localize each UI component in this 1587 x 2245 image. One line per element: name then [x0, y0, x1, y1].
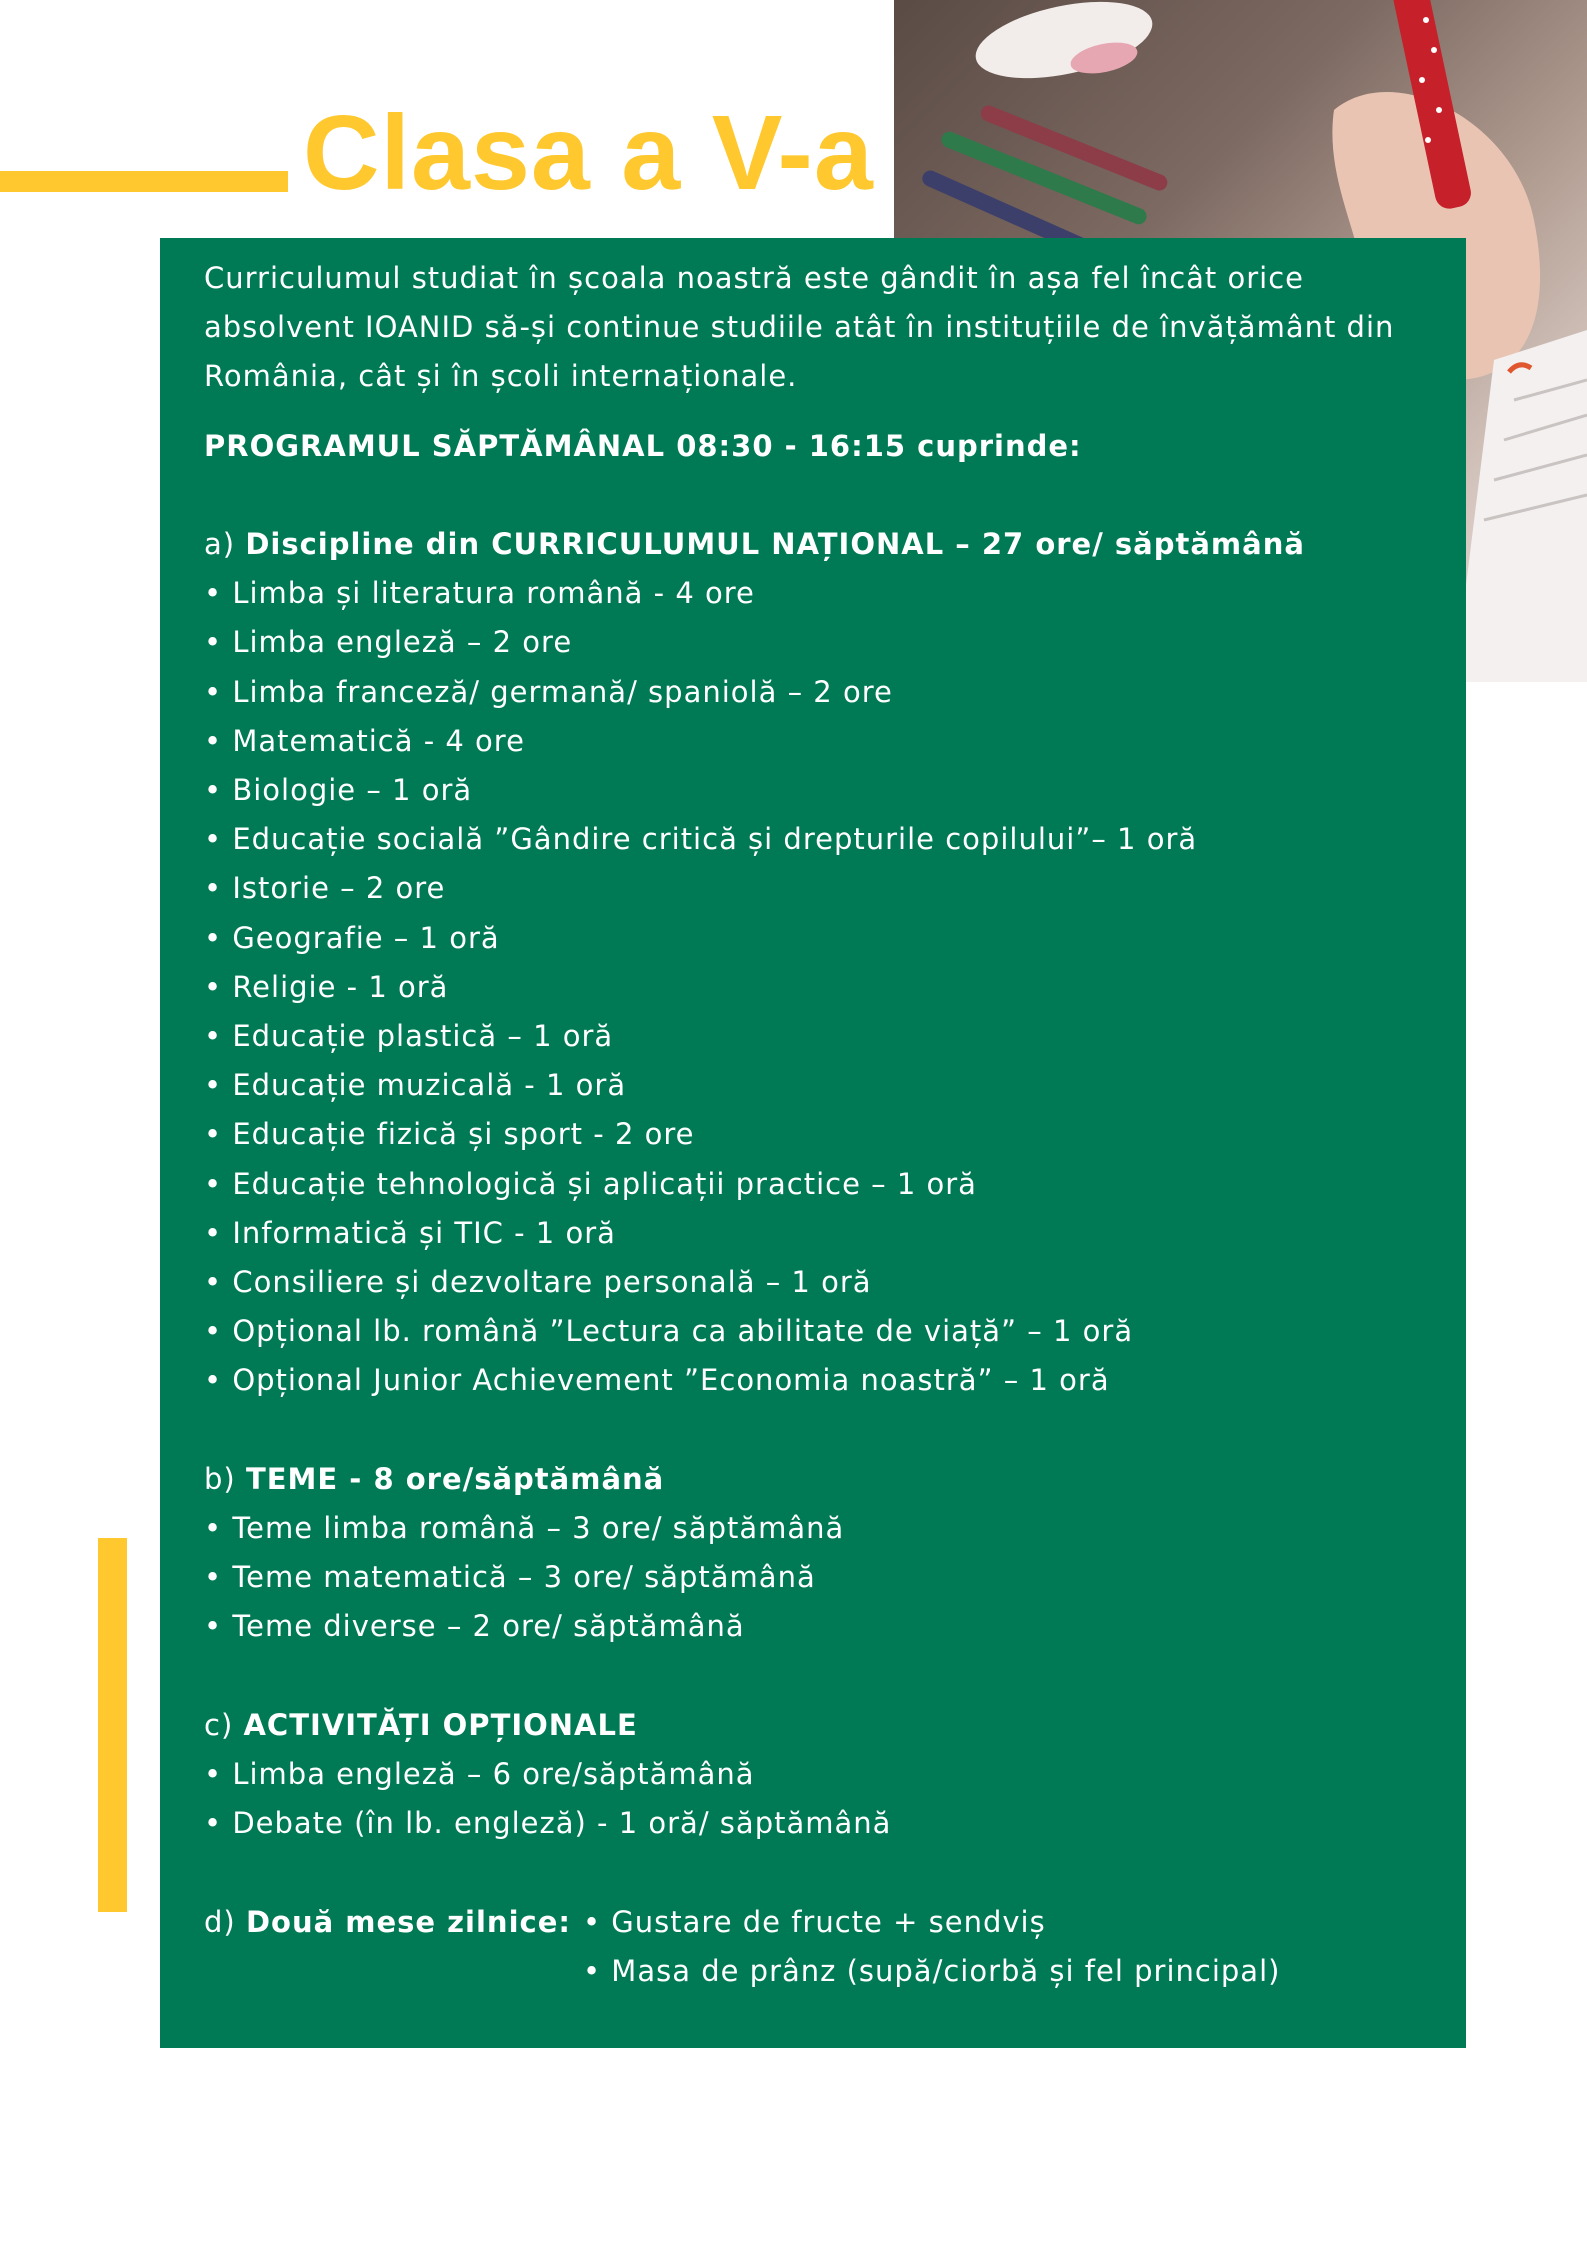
list-item: • Consiliere și dezvoltare personală – 1 oră [204, 1265, 872, 1300]
list-item: • Opțional Junior Achievement ”Economia noastră” – 1 oră [204, 1363, 1110, 1398]
red-pencil-shape [978, 103, 1169, 193]
paper-shape [1454, 330, 1587, 682]
list-item: • Limba și literatura română - 4 ore [204, 576, 755, 611]
list-item: • Educație muzicală - 1 oră [204, 1068, 627, 1103]
side-accent-bar [98, 1538, 127, 1912]
section-heading-b: b) TEME - 8 ore/săptămână [204, 1461, 665, 1496]
list-item: • Gustare de fructe + sendviș [582, 1904, 1046, 1939]
list-item: • Istorie – 2 ore [204, 871, 446, 906]
list-item: • Teme limba română – 3 ore/ săptămână [204, 1511, 845, 1546]
section-heading-d: d) Două mese zilnice: [204, 1904, 571, 1939]
section-heading-c: c) ACTIVITĂȚI OPȚIONALE [204, 1707, 638, 1742]
intro-paragraph: Curriculumul studiat în școala noastră este gândit în așa fel încât orice absolvent IOANID să-și continue studiile atât în instituțiile de învățământ din România, cât și în școli internaționale. [204, 261, 1395, 394]
list-item: • Teme diverse – 2 ore/ săptămână [204, 1609, 745, 1644]
meals-list [571, 1898, 1280, 1996]
list-item: • Limba engleză – 6 ore/săptămână [204, 1757, 755, 1792]
list-item: • Opțional lb. română ”Lectura ca abilitate de viață” – 1 oră [204, 1314, 1134, 1349]
curriculum-panel [160, 238, 1466, 2048]
list-item: • Debate (în lb. engleză) - 1 oră/ săptămână [204, 1806, 892, 1841]
list-item: • Limba franceză/ germană/ spaniolă – 2 ore [204, 674, 893, 709]
page-title: Clasa a V-a [303, 94, 874, 212]
list-item: • Educație plastică – 1 oră [204, 1019, 614, 1054]
list-item: • Masa de prânz (supă/ciorbă și fel principal) [582, 1953, 1281, 1988]
list-item: • Educație tehnologică și aplicații practice – 1 oră [204, 1166, 977, 1201]
list-item: • Educație fizică și sport - 2 ore [204, 1117, 695, 1152]
program-heading: PROGRAMUL SĂPTĂMÂNAL 08:30 - 16:15 cuprinde: [204, 428, 1082, 463]
list-item: • Biologie – 1 oră [204, 773, 473, 808]
title-accent-bar [0, 171, 288, 192]
meals-section [204, 1898, 1422, 1996]
list-item: • Religie - 1 oră [204, 969, 449, 1004]
list-item: • Informatică și TIC - 1 oră [204, 1215, 616, 1250]
list-item: • Teme matematică – 3 ore/ săptămână [204, 1560, 816, 1595]
section-heading-a: a) Discipline din CURRICULUMUL NAȚIONAL – 27 ore/ săptămână [204, 527, 1305, 561]
list-item: • Geografie – 1 oră [204, 920, 500, 955]
list-item: • Matematică - 4 ore [204, 723, 525, 758]
list-item: • Limba engleză – 2 ore [204, 625, 573, 660]
list-item: • Educație socială ”Gândire critică și drepturile copilului”– 1 oră [204, 822, 1198, 857]
